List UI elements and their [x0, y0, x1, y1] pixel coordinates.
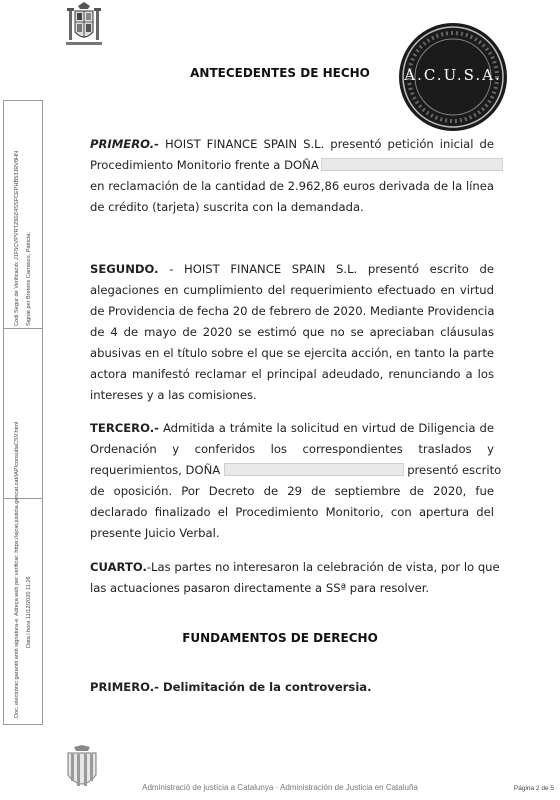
- seal-text: A.C.U.S.A.: [404, 66, 502, 84]
- primero-label: PRIMERO.-: [90, 137, 159, 151]
- fundamento-primero-label: PRIMERO.: [90, 680, 155, 694]
- segundo-line-2: alegaciones en cumplimiento del requerimiento efectuado en virtud: [90, 283, 494, 297]
- segundo-line-7: intereses y a las comisiones.: [90, 388, 257, 402]
- redacted-name: [224, 463, 404, 476]
- verification-code: Codi Segur de Verificació: J1F5CVPVRTZ60Z4SSFCEPHB53JRV8HN: [14, 150, 20, 326]
- tercero-line-6: presente Juicio Verbal.: [90, 526, 220, 540]
- segundo-line-3: de Providencia de fecha 20 de febrero de 2020. Mediante Providencia: [90, 304, 495, 318]
- primero-line-2: Procedimiento Monitorio frente a DOÑA: [90, 155, 494, 175]
- segundo-line-5: abusivas en el título sobre el que se ejercita acción, en tanto la parte: [90, 346, 494, 360]
- tercero-line-5: declarado finalizado el Procedimiento Monitorio, con apertura del: [90, 505, 494, 519]
- footer-text: Administració de justícia a Catalunya · Administración de Justicia en Cataluña: [142, 783, 418, 792]
- page-number: Página 2 de 5: [513, 785, 554, 792]
- sidebar-divider: [3, 498, 43, 499]
- tercero-label: TERCERO.-: [90, 421, 159, 435]
- fundamento-primero: PRIMERO.- Delimitación de la controversia.: [90, 680, 372, 694]
- primero-line-3: en reclamación de la cantidad de 2.962,86 euros derivada de la línea: [90, 179, 494, 193]
- primero-line-1: PRIMERO.- HOIST FINANCE SPAIN S.L. presentó petición inicial de: [90, 137, 494, 151]
- cuarto-label: CUARTO.: [90, 560, 147, 574]
- signature-datetime: Data i hora 11/12/2020 11:26: [26, 576, 32, 648]
- primero-line-4: de crédito (tarjeta) suscrita con la demandada.: [90, 200, 364, 214]
- segundo-line-1: SEGUNDO. - HOIST FINANCE SPAIN S.L. presentó escrito de: [90, 262, 494, 276]
- tercero-line-2: Ordenación y conferidos los correspondientes traslados y: [90, 442, 494, 456]
- verification-url: Doc. electrònic garantit amb signatura-e. Adreça web per verificar: https://ejcat.justicia.gencat.cat/IAP/consultaCSV.html: [14, 421, 20, 718]
- spain-coat-of-arms-icon: [64, 2, 104, 50]
- cuarto-line-1: CUARTO.-Las partes no interesaron la celebración de vista, por lo que: [90, 560, 500, 574]
- segundo-label: SEGUNDO.: [90, 262, 159, 276]
- heading-fundamentos: FUNDAMENTOS DE DERECHO: [182, 631, 378, 645]
- tercero-line-4: de oposición. Por Decreto de 29 de septiembre de 2020, fue: [90, 484, 494, 498]
- tercero-line-3: requerimientos, DOÑA presentó escrito: [90, 463, 502, 477]
- segundo-line-4: de 4 de mayo de 2020 se estimó que no se apreciaban cláusulas: [90, 325, 494, 339]
- cuarto-line-2: las actuaciones pasaron directamente a SSª para resolver.: [90, 581, 430, 595]
- tercero-line-1: TERCERO.- Admitida a trámite la solicitud en virtud de Diligencia de: [90, 421, 494, 435]
- heading-antecedentes: ANTECEDENTES DE HECHO: [190, 66, 370, 80]
- segundo-line-6: actora manifestó reclamar el principal adeudado, renunciando a los: [90, 367, 494, 381]
- sidebar-divider: [3, 328, 43, 329]
- redacted-name: [321, 158, 503, 171]
- signer-info: Signat per Bretons Carrasco, Patricia;: [26, 232, 32, 326]
